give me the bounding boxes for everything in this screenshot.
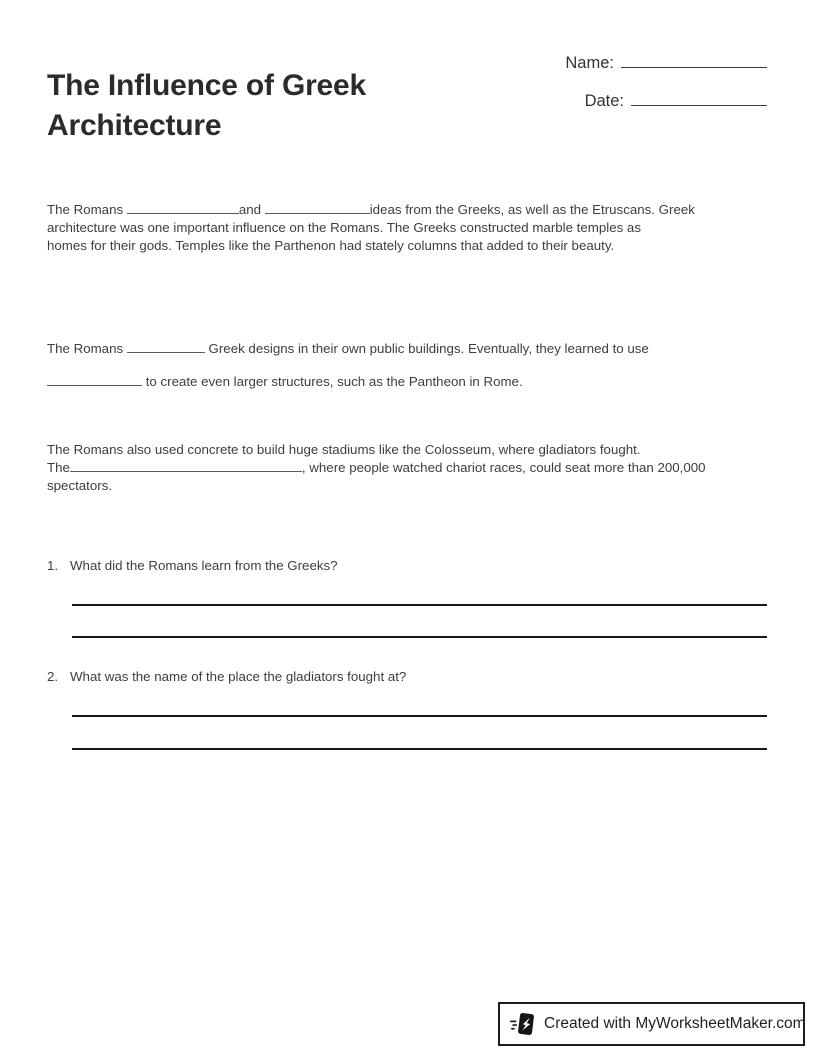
answer-line: [72, 604, 767, 606]
text-segment: The Romans: [47, 202, 124, 217]
credit-badge[interactable]: [498, 1002, 805, 1046]
paragraph-line: spectators.: [47, 478, 113, 493]
question-text: What did the Romans learn from the Greeks?: [70, 558, 338, 573]
text-segment: The: [47, 460, 70, 475]
fill-blank: [47, 373, 142, 386]
date-row: [565, 89, 767, 116]
paragraph-concrete: [47, 441, 769, 495]
text-segment: ideas from the Greeks, as well as the Etruscans. Greek: [369, 202, 695, 217]
name-label: Name:: [565, 54, 614, 72]
page-title: The Influence of Greek Architecture: [47, 69, 367, 143]
fill-blank: [127, 201, 239, 214]
answer-line: [72, 715, 767, 717]
paragraph-designs: [47, 340, 769, 391]
paragraph-line: [47, 340, 769, 358]
name-fill-line: [621, 51, 767, 68]
paragraph-line: [47, 201, 769, 219]
date-fill-line: [631, 89, 767, 106]
text-segment: Greek designs in their own public buildings. Eventually, they learned to use: [208, 341, 649, 356]
paragraph-line: [47, 373, 769, 391]
question-1: [47, 557, 769, 575]
question-2: [47, 668, 769, 686]
question-number: 2.: [47, 669, 59, 684]
worksheet-maker-logo-icon: [510, 1010, 536, 1038]
fill-blank: [265, 201, 370, 214]
date-label: Date:: [584, 92, 624, 110]
paragraph-line: The Romans also used concrete to build huge stadiums like the Colosseum, where gladiators fought.: [47, 442, 641, 457]
answer-line: [72, 636, 767, 638]
text-segment: and: [238, 202, 262, 217]
text-segment: to create even larger structures, such as the Pantheon in Rome.: [145, 374, 523, 389]
fill-blank: [70, 459, 302, 472]
name-date-block: [565, 51, 767, 127]
name-row: [565, 51, 767, 78]
credit-text: Created with MyWorksheetMaker.com: [544, 1015, 806, 1032]
text-segment: , where people watched chariot races, could seat more than 200,000: [301, 460, 706, 475]
answer-line: [72, 748, 767, 750]
fill-blank: [127, 340, 205, 353]
question-number: 1.: [47, 558, 59, 573]
paragraph-line: architecture was one important influence on the Romans. The Greeks constructed marble temples as: [47, 220, 641, 235]
paragraph-intro: [47, 201, 769, 255]
paragraph-line: homes for their gods. Temples like the Parthenon had stately columns that added to their beauty.: [47, 238, 615, 253]
question-text: What was the name of the place the gladiators fought at?: [70, 669, 407, 684]
text-segment: The Romans: [47, 341, 124, 356]
paragraph-line: [47, 459, 769, 477]
